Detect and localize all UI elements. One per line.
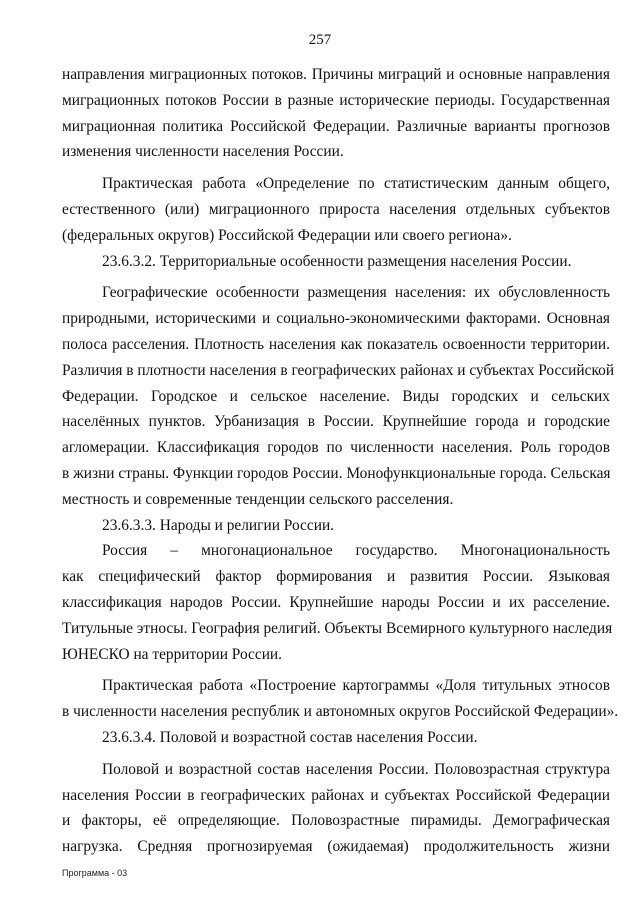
text-line: классификация народов России. Крупнейшие народы России и их расселение. — [62, 593, 610, 611]
text-line: в численности населения республик и автономных округов Российской Федерации». — [62, 703, 619, 721]
text-line: населённых пунктов. Урбанизация в России. Крупнейшие города и городские — [62, 413, 610, 431]
text-line: агломерации. Классификация городов по численности населения. Роль городов — [62, 439, 610, 457]
text-line: Практическая работа «Определение по статистическим данным общего, — [102, 175, 610, 193]
page-number: 257 — [308, 32, 332, 48]
text-line: населения России в географических районах и субъектах Российской Федерации — [62, 786, 610, 804]
text-line: (федеральных округов) Российской Федерации или своего региона». — [62, 226, 512, 244]
page-footer: Программа - 03 — [62, 868, 128, 878]
text-line: Федерации. Городское и сельское население. Виды городских и сельских — [62, 387, 610, 405]
text-line: Различия в плотности населения в географических районах и субъектах Российской — [62, 361, 615, 379]
text-line: местность и современные тенденции сельского расселения. — [62, 490, 454, 508]
text-line: полоса расселения. Плотность населения как показатель освоенности территории. — [62, 335, 610, 353]
text-line: природными, историческими и социально-экономическими факторами. Основная — [62, 310, 610, 328]
document-body — [62, 62, 619, 860]
text-line: изменения численности населения России. — [62, 143, 344, 161]
text-line: миграционных потоков России в разные исторические периоды. Государственная — [62, 91, 610, 109]
text-line: Половой и возрастной состав населения России. Половозрастная структура — [102, 760, 610, 778]
text-line: Титульные этносы. География религий. Объекты Всемирного культурного наследия — [62, 619, 613, 637]
text-line: Практическая работа «Построение картограммы «Доля титульных этносов — [102, 677, 610, 695]
text-line: и факторы, её определяющие. Половозрастные пирамиды. Демографическая — [62, 812, 610, 830]
text-line: в жизни страны. Функции городов России. Монофункциональные города. Сельская — [62, 464, 611, 482]
text-line: как специфический фактор формирования и развития России. Языковая — [62, 568, 610, 586]
text-line: Географические особенности размещения населения: их обусловленность — [102, 284, 610, 302]
text-line: ЮНЕСКО на территории России. — [62, 645, 283, 663]
text-line: направления миграционных потоков. Причины миграций и основные направления — [62, 66, 610, 83]
text-line: естественного (или) миграционного прироста населения отдельных субъектов — [62, 200, 610, 218]
text-line: 23.6.3.4. Половой и возрастной состав населения России. — [102, 728, 478, 746]
text-line: Россия – многонациональное государство. Многонациональность — [102, 542, 610, 560]
text-line: нагрузка. Средняя прогнозируемая (ожидаемая) продолжительность жизни — [62, 838, 610, 856]
text-line: миграционная политика Российской Федерации. Различные варианты прогнозов — [62, 117, 610, 135]
text-line: 23.6.3.2. Территориальные особенности размещения населения России. — [102, 252, 572, 270]
text-line: 23.6.3.3. Народы и религии России. — [102, 516, 335, 534]
